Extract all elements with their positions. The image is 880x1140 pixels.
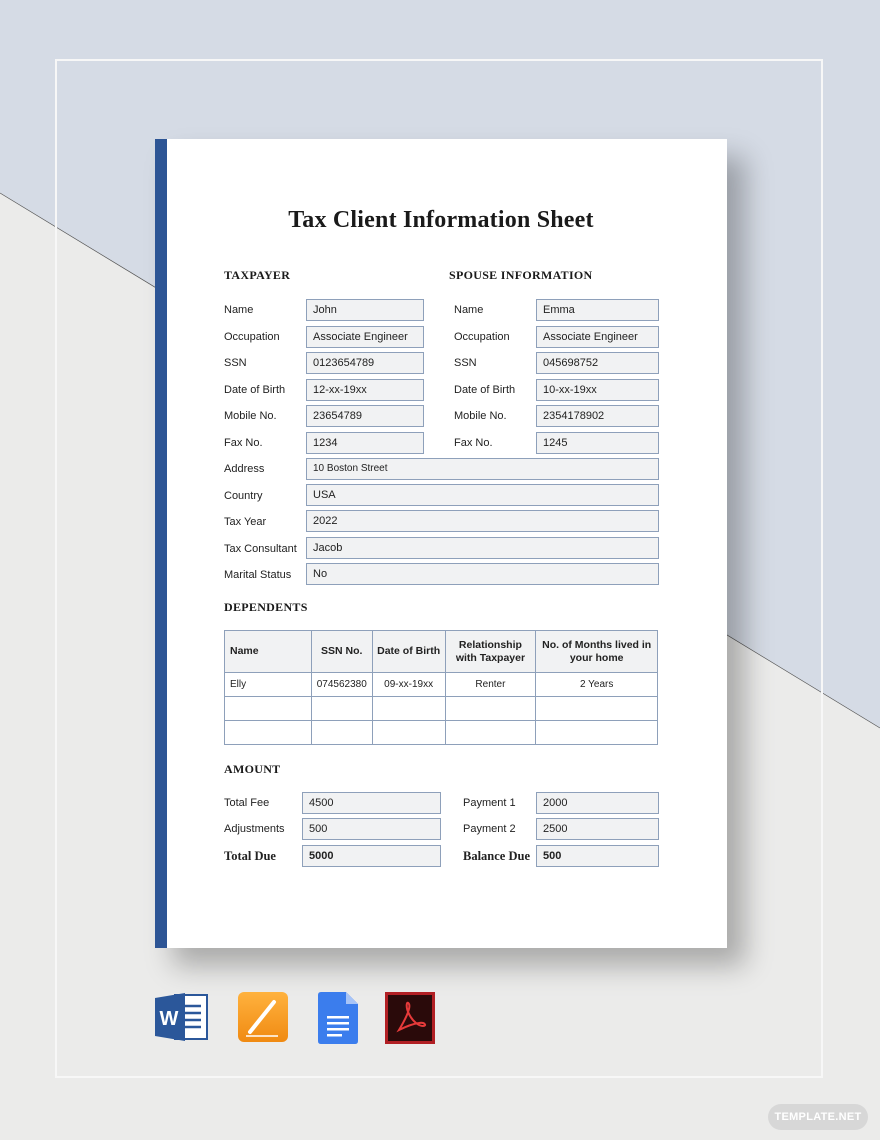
document-title: Tax Client Information Sheet bbox=[288, 207, 594, 233]
adjustments-field[interactable]: 500 bbox=[302, 818, 441, 840]
spouse-mobile-field[interactable]: 2354178902 bbox=[536, 405, 659, 427]
taxpayer-mobile-label: Mobile No. bbox=[224, 410, 277, 422]
spouse-occupation-field[interactable]: Associate Engineer bbox=[536, 326, 659, 348]
marital-status-label: Marital Status bbox=[224, 569, 292, 581]
adjustments-label: Adjustments bbox=[224, 823, 285, 835]
document-page bbox=[155, 139, 727, 948]
spouse-fax-field[interactable]: 1245 bbox=[536, 432, 659, 454]
spouse-dob-field[interactable]: 10-xx-19xx bbox=[536, 379, 659, 401]
accent-bar bbox=[155, 139, 167, 948]
spouse-ssn-label: SSN bbox=[454, 357, 477, 369]
taxpayer-occupation-label: Occupation bbox=[224, 331, 280, 343]
taxpayer-ssn-label: SSN bbox=[224, 357, 247, 369]
svg-text:W: W bbox=[159, 1008, 179, 1030]
table-cell[interactable]: Elly bbox=[225, 673, 312, 697]
tax-consultant-label: Tax Consultant bbox=[224, 543, 297, 555]
total-due-field[interactable]: 5000 bbox=[302, 845, 441, 867]
total-due-label: Total Due bbox=[224, 849, 276, 863]
taxpayer-name-label: Name bbox=[224, 304, 254, 316]
col-header-ssn: SSN No. bbox=[311, 631, 372, 673]
spouse-mobile-label: Mobile No. bbox=[454, 410, 507, 422]
table-cell[interactable] bbox=[536, 697, 658, 721]
taxpayer-ssn-field[interactable]: 0123654789 bbox=[306, 352, 424, 374]
table-cell[interactable] bbox=[311, 721, 372, 745]
taxpayer-mobile-field[interactable]: 23654789 bbox=[306, 405, 424, 427]
taxpayer-fax-label: Fax No. bbox=[224, 437, 263, 449]
country-field[interactable]: USA bbox=[306, 484, 659, 506]
table-cell[interactable] bbox=[372, 721, 445, 745]
col-header-dob: Date of Birth bbox=[372, 631, 445, 673]
table-cell[interactable] bbox=[445, 721, 536, 745]
balance-due-field[interactable]: 500 bbox=[536, 845, 659, 867]
taxpayer-dob-label: Date of Birth bbox=[224, 384, 286, 396]
marital-status-field[interactable]: No bbox=[306, 563, 659, 585]
template-net-badge[interactable]: TEMPLATE.NET bbox=[768, 1104, 868, 1130]
tax-year-field[interactable]: 2022 bbox=[306, 510, 659, 532]
spouse-heading: SPOUSE INFORMATION bbox=[449, 268, 593, 282]
taxpayer-heading: TAXPAYER bbox=[224, 268, 291, 282]
taxpayer-fax-field[interactable]: 1234 bbox=[306, 432, 424, 454]
table-cell[interactable] bbox=[311, 697, 372, 721]
balance-due-label: Balance Due bbox=[463, 849, 531, 863]
col-header-months: No. of Months lived in your home bbox=[536, 631, 658, 673]
payment2-label: Payment 2 bbox=[463, 823, 516, 835]
spouse-name-label: Name bbox=[454, 304, 484, 316]
table-cell[interactable]: 2 Years bbox=[536, 673, 658, 697]
payment1-field[interactable]: 2000 bbox=[536, 792, 659, 814]
taxpayer-name-field[interactable]: John bbox=[306, 299, 424, 321]
country-label: Country bbox=[224, 490, 263, 502]
table-row bbox=[225, 673, 658, 697]
table-row bbox=[225, 721, 658, 745]
dependents-table bbox=[224, 630, 658, 745]
pdf-icon[interactable] bbox=[385, 992, 435, 1044]
table-row bbox=[225, 697, 658, 721]
spouse-name-field[interactable]: Emma bbox=[536, 299, 659, 321]
payment2-field[interactable]: 2500 bbox=[536, 818, 659, 840]
spouse-occupation-label: Occupation bbox=[454, 331, 510, 343]
amount-heading: AMOUNT bbox=[224, 762, 281, 776]
address-field[interactable]: 10 Boston Street bbox=[306, 458, 659, 480]
address-label: Address bbox=[224, 463, 265, 475]
table-cell[interactable] bbox=[225, 721, 312, 745]
col-header-name: Name bbox=[225, 631, 312, 673]
table-cell[interactable]: 074562380 bbox=[311, 673, 372, 697]
table-cell[interactable]: Renter bbox=[445, 673, 536, 697]
table-header-row bbox=[225, 631, 658, 673]
table-cell[interactable] bbox=[372, 697, 445, 721]
total-fee-field[interactable]: 4500 bbox=[302, 792, 441, 814]
payment1-label: Payment 1 bbox=[463, 797, 516, 809]
total-fee-label: Total Fee bbox=[224, 797, 270, 809]
pages-icon[interactable] bbox=[238, 992, 288, 1042]
tax-consultant-field[interactable]: Jacob bbox=[306, 537, 659, 559]
taxpayer-dob-field[interactable]: 12-xx-19xx bbox=[306, 379, 424, 401]
spouse-ssn-field[interactable]: 045698752 bbox=[536, 352, 659, 374]
table-cell[interactable] bbox=[225, 697, 312, 721]
table-cell[interactable] bbox=[445, 697, 536, 721]
dependents-heading: DEPENDENTS bbox=[224, 600, 308, 614]
word-icon[interactable] bbox=[155, 992, 209, 1042]
spouse-fax-label: Fax No. bbox=[454, 437, 493, 449]
tax-year-label: Tax Year bbox=[224, 516, 267, 528]
table-cell[interactable] bbox=[536, 721, 658, 745]
table-cell[interactable]: 09-xx-19xx bbox=[372, 673, 445, 697]
spouse-dob-label: Date of Birth bbox=[454, 384, 516, 396]
col-header-relationship: Relationship with Taxpayer bbox=[445, 631, 536, 673]
google-docs-icon[interactable] bbox=[318, 992, 358, 1044]
taxpayer-occupation-field[interactable]: Associate Engineer bbox=[306, 326, 424, 348]
